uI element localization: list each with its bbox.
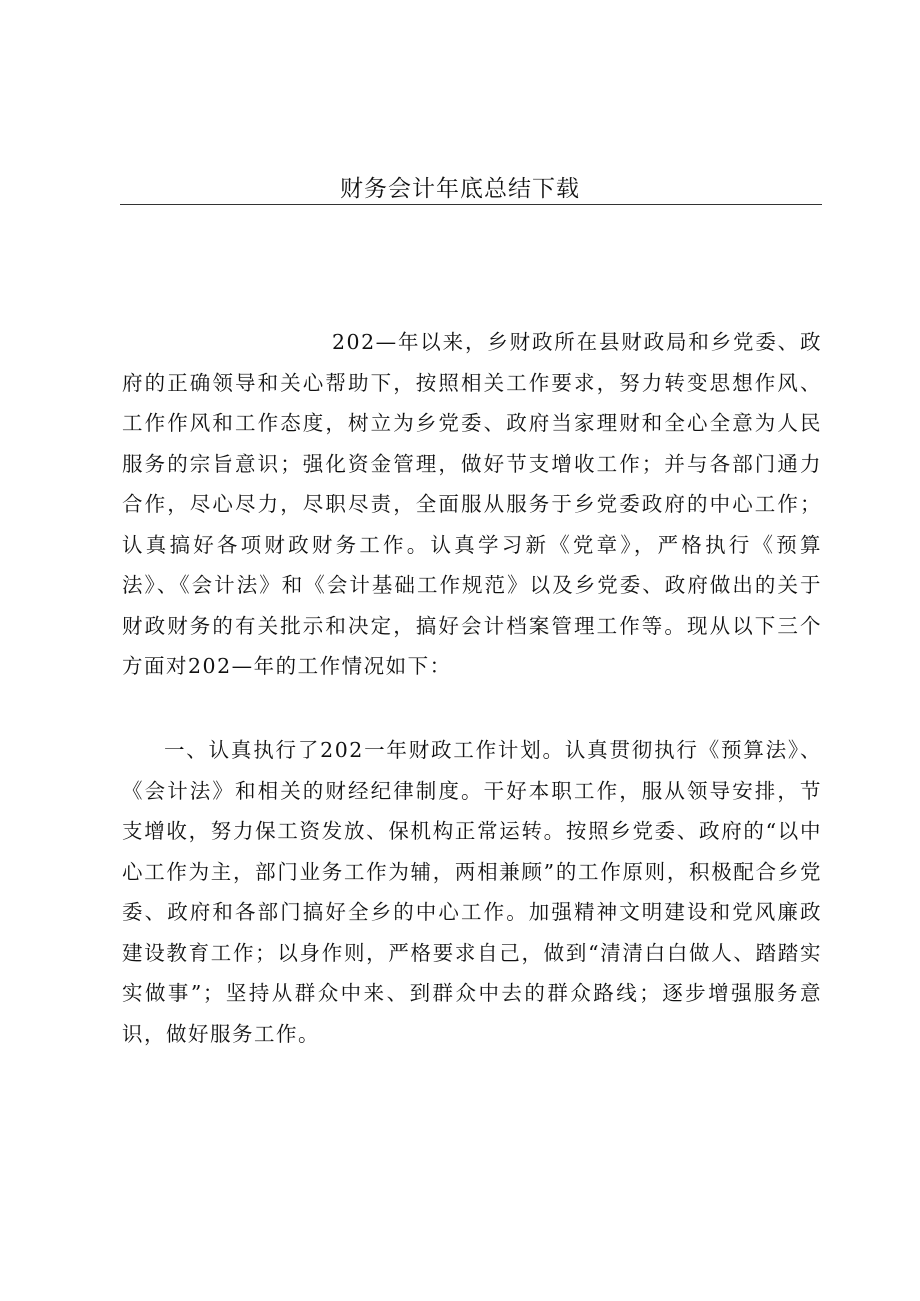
body-paragraph-section-one: 一、认真执行了202一年财政工作计划。认真贯彻执行《预算法》、《会计法》和相关的财经纪律制度。干好本职工作，服从领导安排，节支增收，努力保工资发放、保机构正常运转。按照乡党委、政府的“以中心工作为主，部门业务工作为辅，两相兼顾”的工作原则，积极配合乡党委、政府和各部门搞好全乡的中心工作。加强精神文明建设和党风廉政建设教育工作；以身作则，严格要求自己，做到“清清白白做人、踏踏实实做事”；坚持从群众中来、到群众中去的群众路线；逐步增强服务意识，做好服务工作。 [122,738,822,1046]
body-paragraph-intro: 202—年以来，乡财政所在县财政局和乡党委、政府的正确领导和关心帮助下，按照相关工作要求，努力转变思想作风、工作作风和工作态度，树立为乡党委、政府当家理财和全心全意为人民服务的宗旨意识；强化资金管理，做好节支增收工作；并与各部门通力合作，尽心尽力，尽职尽责，全面服从服务于乡党委政府的中心工作；认真搞好各项财政财务工作。认真学习新《党章》，严格执行《预算法》、《会计法》和《会计基础工作规范》以及乡党委、政府做出的关于财政财务的有关批示和决定，搞好会计档案管理工作等。现从以下三个方面对202—年的工作情况如下： [122,330,822,678]
title-underline [120,204,822,205]
page-title: 财务会计年底总结下载 [340,176,580,202]
